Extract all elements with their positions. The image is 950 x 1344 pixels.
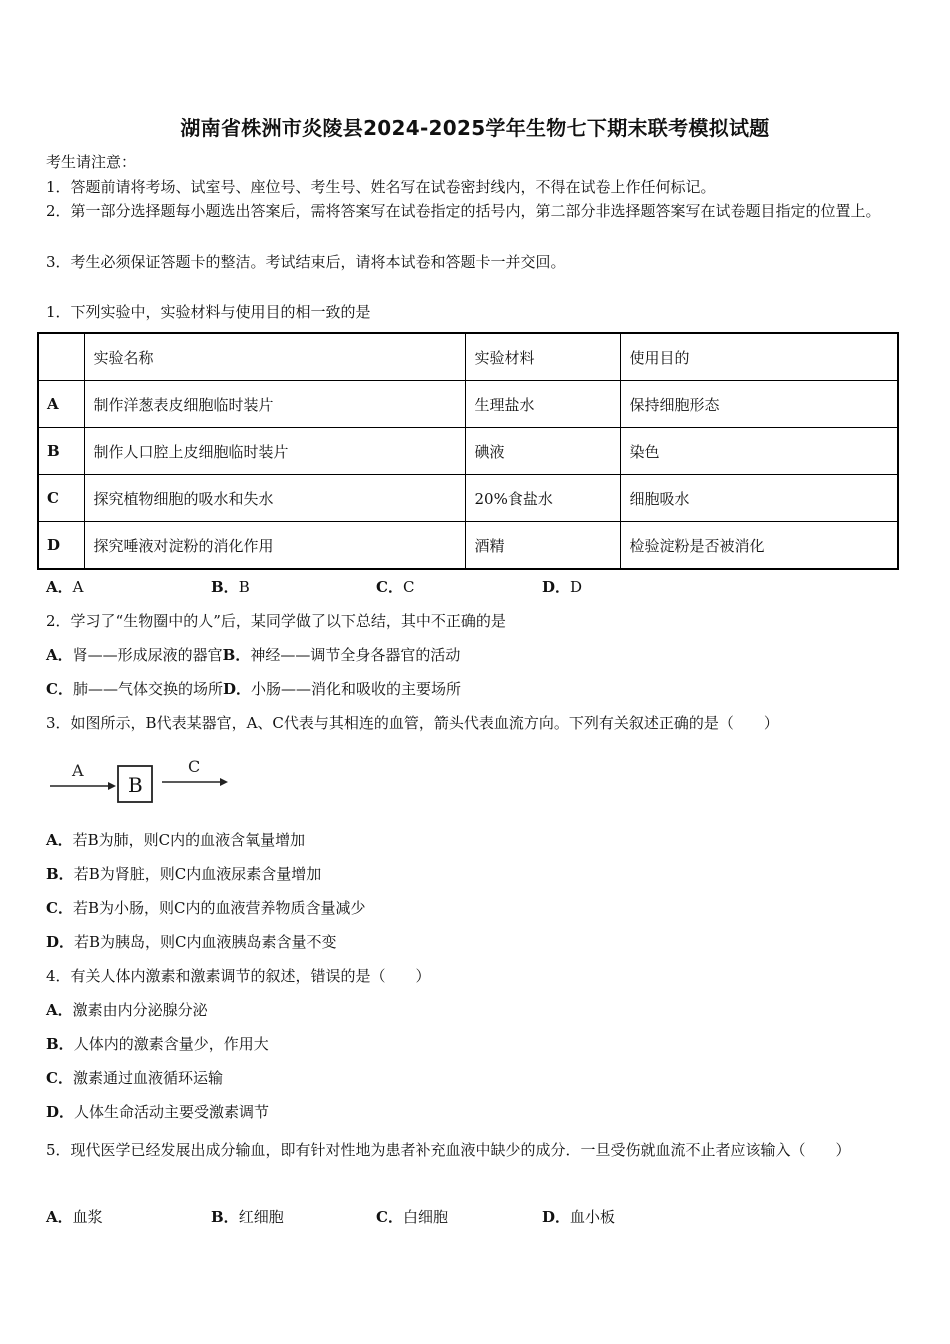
label-c: C (188, 757, 201, 776)
option-text: C (402, 578, 415, 596)
page-title: 湖南省株洲市炎陵县2024-2025学年生物七下期末联考模拟试题 (180, 116, 770, 140)
table-row (38, 381, 898, 428)
table-header-row (38, 333, 898, 381)
table-row (38, 522, 898, 570)
option-label: D． (46, 1103, 75, 1121)
option-label: D． (542, 1208, 571, 1226)
notice-item: 2．第一部分选择题每小题选出答案后，需将答案写在试卷指定的括号内，第二部分非选择题答案写在试卷题目指定的位置上。 (46, 202, 881, 220)
option-b[interactable] (223, 646, 461, 664)
option-d[interactable] (223, 680, 461, 698)
option-label: A． (46, 1001, 73, 1019)
option-label: A． (46, 1208, 73, 1226)
option-a[interactable] (46, 646, 223, 664)
option-c[interactable] (46, 898, 365, 918)
arrow-c-head (220, 778, 228, 786)
question-2-options-line (46, 645, 460, 665)
question-1-stem: 1．下列实验中，实验材料与使用目的相一致的是 (46, 303, 371, 321)
option-text: 若B为肾脏，则C内血液尿素含量增加 (73, 865, 322, 883)
question-4-stem: 4．有关人体内激素和激素调节的叙述，错误的是（ ） (46, 967, 431, 985)
label-b: B (128, 773, 143, 797)
table-cell: 酒精 (465, 522, 620, 570)
option-label: B． (222, 646, 251, 664)
table-cell: 生理盐水 (465, 381, 620, 428)
label-a: A (72, 761, 84, 780)
option-label: B． (46, 865, 74, 883)
table-cell: 细胞吸水 (620, 475, 898, 522)
option-text: 白细胞 (402, 1208, 448, 1226)
table-cell: 探究唾液对淀粉的消化作用 (84, 522, 465, 570)
option-text: 红细胞 (238, 1208, 284, 1226)
option-label: B． (211, 1208, 239, 1226)
option-text: 人体内的激素含量少，作用大 (73, 1035, 269, 1053)
table-cell: 碘液 (465, 428, 620, 475)
option-text: 若B为肺，则C内的血液含氧量增加 (72, 831, 306, 849)
option-text: 血小板 (570, 1208, 616, 1226)
option-label: C． (46, 899, 73, 917)
option-text: 人体生命活动主要受激素调节 (74, 1103, 270, 1121)
option-d[interactable] (542, 1207, 615, 1227)
option-text: 血浆 (72, 1208, 103, 1226)
option-label: A． (46, 578, 73, 596)
option-text: 若B为小肠，则C内的血液营养物质含量减少 (72, 899, 366, 917)
table-header-cell (38, 333, 84, 381)
option-text: 小肠——消化和吸收的主要场所 (250, 680, 461, 698)
table-row (38, 428, 898, 475)
question-5-stem: 5．现代医学已经发展出成分输血，即有针对性地为患者补充血液中缺少的成分．一旦受伤就血流不止者应该输入（ ） (46, 1141, 851, 1159)
table-row (38, 475, 898, 522)
option-text: 肺——气体交换的场所 (72, 680, 223, 698)
table-header-cell: 使用目的 (620, 333, 898, 381)
option-a[interactable] (46, 1207, 103, 1227)
option-b[interactable] (46, 864, 321, 884)
notice-heading: 考生请注意： (46, 153, 137, 171)
option-text: A (72, 578, 84, 596)
option-text: D (570, 578, 583, 596)
option-d[interactable] (542, 577, 582, 597)
table-cell: B (38, 428, 84, 475)
option-label: C． (46, 1069, 73, 1087)
notice-item: 3．考生必须保证答题卡的整洁。考试结束后，请将本试卷和答题卡一并交回。 (46, 253, 566, 271)
option-c[interactable] (376, 577, 414, 597)
option-b[interactable] (211, 577, 250, 597)
blood-flow-diagram (46, 752, 246, 812)
question-2-options-line (46, 679, 461, 699)
question-2-stem: 2．学习了“生物圈中的人”后，某同学做了以下总结，其中不正确的是 (46, 612, 506, 630)
option-label: D． (46, 933, 75, 951)
table-cell: C (38, 475, 84, 522)
option-text: 若B为胰岛，则C内血液胰岛素含量不变 (74, 933, 337, 951)
option-label: D． (222, 680, 251, 698)
option-text: 激素通过血液循环运输 (72, 1069, 223, 1087)
table-cell: 制作人口腔上皮细胞临时装片 (84, 428, 465, 475)
table-cell: A (38, 381, 84, 428)
option-label: B． (46, 1035, 74, 1053)
option-c[interactable] (46, 1068, 223, 1088)
table-cell: 制作洋葱表皮细胞临时装片 (84, 381, 465, 428)
option-text: 肾——形成尿液的器官 (72, 646, 223, 664)
table-header-cell: 实验材料 (465, 333, 620, 381)
table-cell: 检验淀粉是否被消化 (620, 522, 898, 570)
table-cell: 染色 (620, 428, 898, 475)
option-label: A． (46, 646, 73, 664)
option-c[interactable] (376, 1207, 448, 1227)
option-d[interactable] (46, 932, 337, 952)
option-label: C． (376, 578, 403, 596)
option-d[interactable] (46, 1102, 269, 1122)
table-cell: 保持细胞形态 (620, 381, 898, 428)
option-a[interactable] (46, 1000, 208, 1020)
option-label: C． (46, 680, 73, 698)
option-c[interactable] (46, 680, 223, 698)
table-cell: 20%食盐水 (465, 475, 620, 522)
notice-item: 1．答题前请将考场、试室号、座位号、考生号、姓名写在试卷密封线内，不得在试卷上作任何标记。 (46, 178, 716, 196)
option-b[interactable] (46, 1034, 269, 1054)
option-a[interactable] (46, 577, 83, 597)
option-label: B． (211, 578, 239, 596)
question-3-stem: 3．如图所示，B代表某器官，A、C代表与其相连的血管，箭头代表血流方向。下列有关叙述正确的是（ ） (46, 714, 779, 732)
option-label: D． (542, 578, 571, 596)
table-header-cell: 实验名称 (84, 333, 465, 381)
table-cell: D (38, 522, 84, 570)
question-1-table (37, 332, 899, 570)
table-cell: 探究植物细胞的吸水和失水 (84, 475, 465, 522)
option-a[interactable] (46, 830, 305, 850)
option-label: C． (376, 1208, 403, 1226)
option-text: 神经——调节全身各器官的活动 (250, 646, 461, 664)
option-label: A． (46, 831, 73, 849)
option-b[interactable] (211, 1207, 284, 1227)
option-text: B (238, 578, 250, 596)
option-text: 激素由内分泌腺分泌 (72, 1001, 208, 1019)
arrow-a-head (108, 782, 116, 790)
